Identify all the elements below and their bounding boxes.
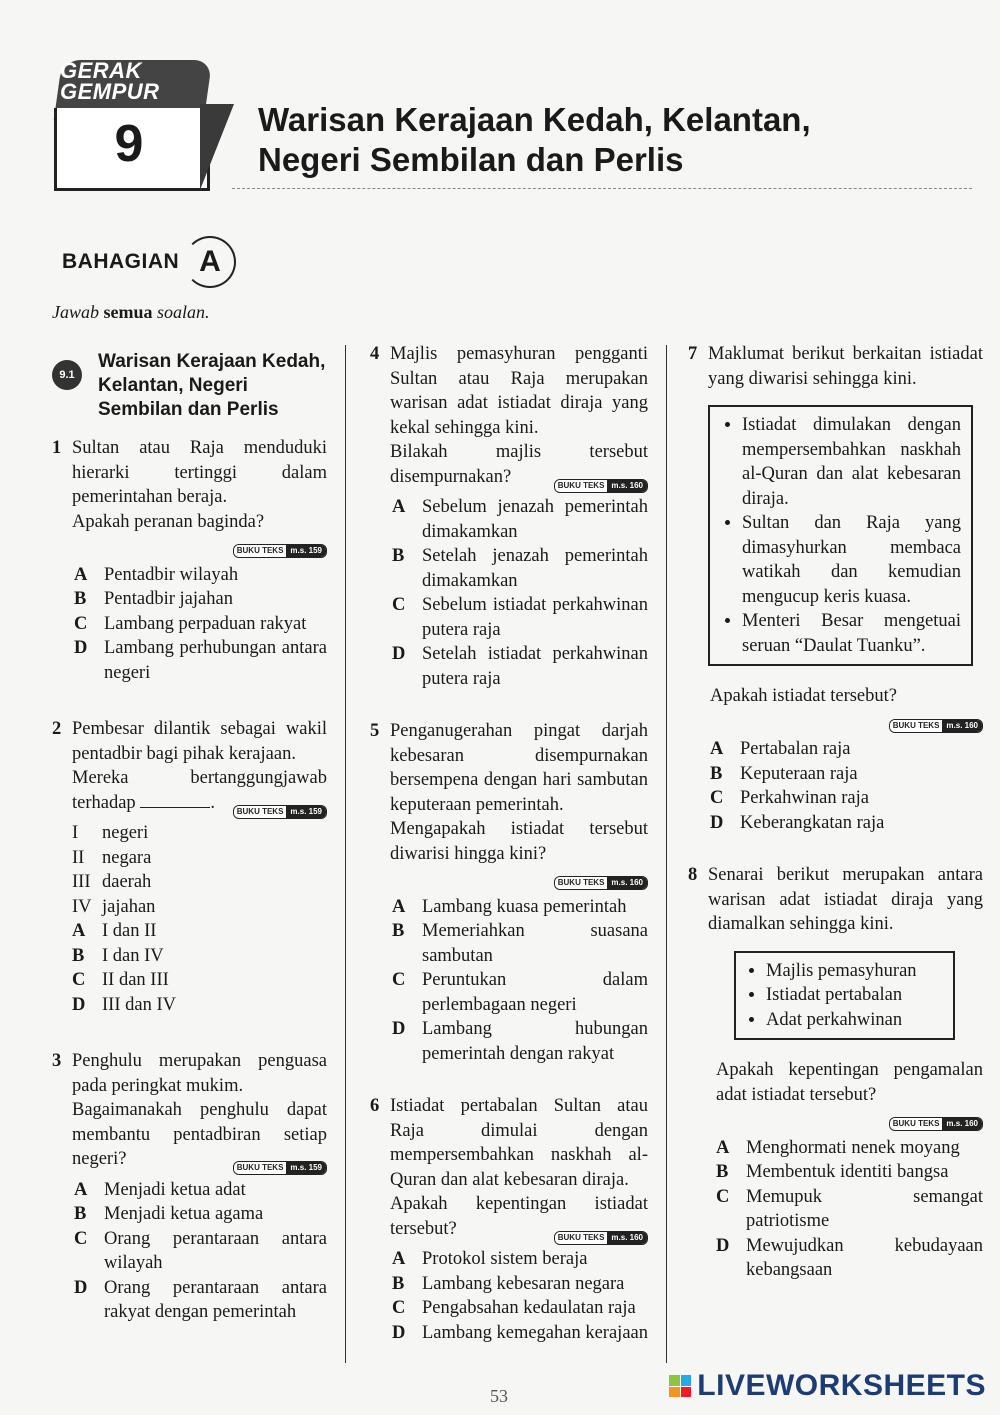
liveworksheets-logo[interactable]: [669, 1369, 986, 1403]
question-text: Penghulu merupakan penguasa pada peringkat mukim.: [72, 1051, 327, 1096]
question-number: 3: [52, 1051, 62, 1071]
question-text: Pembesar dilantik sebagai wakil pentadbir bagi pihak kerajaan.: [72, 719, 327, 764]
instruction: [52, 302, 210, 323]
option-a[interactable]: A Menjadi ketua adat: [74, 1179, 246, 1200]
option-a[interactable]: A Menghormati nenek moyang: [716, 1137, 960, 1158]
question-number: 1: [52, 438, 62, 458]
question-prompt: Mereka bertanggungjawab terhadap . BUKU TEKS m.s. 159: [72, 766, 327, 815]
textbook-ref: BUKU TEKS m.s. 160: [554, 876, 648, 890]
question-3: [52, 1049, 327, 1325]
roman-item: III daerah: [72, 872, 152, 892]
option-a[interactable]: A Protokol sistem beraja: [392, 1249, 588, 1269]
question-text: Maklumat berikut berkaitan istiadat yang diwarisi sehingga kini.: [708, 344, 983, 389]
question-text: Senarai berikut merupakan antara warisan adat istiadat diraja yang diamalkan sehingga kini.: [708, 865, 983, 934]
option-d[interactable]: D Mewujudkan kebudayaan kebangsaan: [716, 1235, 983, 1280]
column-3: [688, 342, 983, 1305]
info-box: [708, 405, 973, 666]
question-number: 4: [370, 344, 380, 364]
textbook-ref: BUKU TEKS m.s. 160: [554, 479, 648, 493]
option-b[interactable]: B Membentuk identiti bangsa: [716, 1162, 949, 1182]
question-prompt: Bagaimanakah penghulu dapat membantu pentadbiran setiap negeri? BUKU TEKS m.s. 159: [72, 1098, 327, 1172]
title-line1: Warisan Kerajaan Kedah, Kelantan,: [258, 101, 811, 138]
option-b[interactable]: B Lambang kebesaran negara: [392, 1273, 625, 1294]
list-item: • Majlis pemasyhuran: [766, 959, 943, 984]
instruction-word-3: soalan.: [157, 302, 210, 322]
chapter-number: 9: [114, 115, 144, 173]
list-item: • Istiadat pertabalan: [766, 983, 943, 1008]
question-prompt: Mengapakah istiadat tersebut diwarisi hingga kini?: [390, 819, 648, 864]
option-d[interactable]: D Setelah istiadat perkahwinan putera raja: [392, 644, 648, 689]
info-item: • Istiadat dimulakan dengan mempersembahkan naskhah al-Quran dan alat kebesaran diraja.: [742, 413, 961, 511]
info-item: • Menteri Besar mengetuai seruan “Daulat Tuanku”.: [742, 609, 961, 658]
option-c[interactable]: C II dan III: [72, 970, 169, 990]
option-a[interactable]: A Lambang kuasa pemerintah: [392, 896, 627, 917]
option-d[interactable]: D Lambang kemegahan kerajaan: [392, 1322, 648, 1343]
option-b[interactable]: B I dan IV: [72, 945, 164, 966]
roman-item: I negeri: [72, 823, 149, 843]
option-a[interactable]: A Sebelum jenazah pemerintah dimakamkan: [392, 497, 648, 542]
question-number: 6: [370, 1096, 380, 1116]
option-b[interactable]: B Setelah jenazah pemerintah dimakamkan: [392, 546, 648, 591]
liveworksheets-icon: [669, 1375, 691, 1397]
info-item: • Sultan dan Raja yang dimasyhurkan membaca watikah dan kemudian mengucup keris kuasa.: [742, 511, 961, 609]
textbook-ref: BUKU TEKS m.s. 159: [233, 544, 327, 558]
option-d[interactable]: D Lambang hubungan pemerintah dengan rakyat: [392, 1019, 648, 1064]
option-d[interactable]: D III dan IV: [72, 994, 176, 1015]
column-1: [52, 350, 327, 1347]
question-7: [688, 342, 983, 835]
question-text: Majlis pemasyhuran pengganti Sultan atau Raja merupakan warisan adat istiadat diraja yang kekal sehingga kini.: [390, 344, 648, 438]
subtopic-title: Warisan Kerajaan Kedah, Kelantan, Negeri Sembilan dan Perlis: [98, 351, 326, 420]
instruction-word-2: semua: [103, 302, 153, 322]
instruction-word-1: Jawab: [52, 302, 99, 322]
chapter-badge: [40, 52, 240, 202]
question-2: [52, 717, 327, 1017]
question-prompt: Apakah istiadat tersebut?: [710, 686, 897, 706]
option-c[interactable]: C Peruntukan dalam perlembagaan negeri: [392, 970, 648, 1015]
badge-label: [60, 60, 160, 102]
textbook-ref: BUKU TEKS m.s. 159: [233, 1161, 327, 1175]
question-text: Istiadat pertabalan Sultan atau Raja dimulai dengan mempersembahkan naskhah al-Quran dan alat kebesaran diraja.: [390, 1096, 648, 1190]
title-line2: Negeri Sembilan dan Perlis: [258, 141, 684, 178]
question-5: [370, 719, 648, 1066]
option-a[interactable]: A Pentadbir wilayah: [74, 564, 239, 585]
title-divider: [232, 188, 972, 189]
option-d[interactable]: D Keberangkatan raja: [710, 812, 885, 833]
question-number: 2: [52, 719, 62, 739]
option-c[interactable]: C Perkahwinan raja: [710, 788, 869, 808]
question-number: 7: [688, 344, 698, 364]
option-b[interactable]: B Menjadi ketua agama: [74, 1204, 264, 1224]
textbook-ref: BUKU TEKS m.s. 159: [233, 805, 327, 819]
roman-item: II negara: [72, 847, 152, 868]
page-title: [258, 100, 811, 180]
option-c[interactable]: C Sebelum istiadat perkahwinan putera raja: [392, 595, 648, 640]
badge-line1: GERAK: [60, 58, 142, 83]
roman-item: IV jajahan: [72, 896, 156, 917]
option-c[interactable]: C Orang perantaraan antara wilayah: [74, 1228, 327, 1273]
brand-text: LIVEWORKSHEETS: [697, 1369, 986, 1402]
question-6: [370, 1094, 648, 1345]
option-d[interactable]: D Lambang perhubungan antara negeri: [74, 638, 327, 683]
subtopic-heading: [52, 350, 327, 422]
question-text: Penganugerahan pingat darjah kebesaran disempurnakan bersempena dengan hari sambutan keputeraan pemerintah.: [390, 721, 648, 815]
option-b[interactable]: B Pentadbir jajahan: [74, 589, 233, 609]
question-prompt: Apakah peranan baginda?: [72, 511, 265, 532]
badge-line2: GEMPUR: [60, 79, 160, 104]
column-divider-1: [345, 345, 346, 1363]
option-b[interactable]: B Keputeraan raja: [710, 763, 858, 784]
section-letter: A: [184, 236, 236, 288]
option-b[interactable]: B Memeriahkan suasana sambutan: [392, 921, 648, 966]
question-text: Sultan atau Raja menduduki hierarki tertinggi dalam pemerintahan beraja.: [72, 438, 327, 507]
answer-blank[interactable]: [140, 807, 210, 808]
textbook-ref: BUKU TEKS m.s. 160: [889, 719, 983, 733]
option-a[interactable]: A I dan II: [72, 921, 157, 941]
subtopic-icon: 9.1: [52, 360, 82, 390]
list-item: • Adat perkahwinan: [766, 1008, 943, 1033]
question-1: [52, 436, 327, 685]
section-label: BAHAGIAN: [62, 250, 180, 273]
question-prompt: Apakah kepentingan pengamalan adat istiadat tersebut?: [716, 1060, 983, 1105]
question-4: [370, 342, 648, 691]
option-d[interactable]: D Orang perantaraan antara rakyat dengan pemerintah: [74, 1277, 327, 1322]
textbook-ref: BUKU TEKS m.s. 160: [889, 1117, 983, 1131]
question-number: 8: [688, 865, 698, 885]
list-box: [734, 951, 955, 1041]
textbook-ref: BUKU TEKS m.s. 160: [554, 1231, 648, 1245]
page-number: 53: [490, 1386, 508, 1406]
roman-list: [72, 821, 327, 919]
option-c[interactable]: C Lambang perpaduan rakyat: [74, 613, 307, 634]
badge-wedge: [200, 104, 234, 190]
question-prompt: Bilakah majlis tersebut disempurnakan? BUKU TEKS m.s. 160: [390, 440, 648, 489]
question-number: 5: [370, 721, 380, 741]
option-a[interactable]: A Pertabalan raja: [710, 739, 851, 759]
question-prompt: Apakah kepentingan istiadat tersebut? BUKU TEKS m.s. 160: [390, 1192, 648, 1241]
column-divider-2: [666, 345, 667, 1363]
column-2: [370, 342, 648, 1367]
option-c[interactable]: C Pengabsahan kedaulatan raja: [392, 1298, 636, 1318]
question-8: [688, 863, 983, 1283]
option-c[interactable]: C Memupuk semangat patriotisme: [716, 1186, 983, 1231]
